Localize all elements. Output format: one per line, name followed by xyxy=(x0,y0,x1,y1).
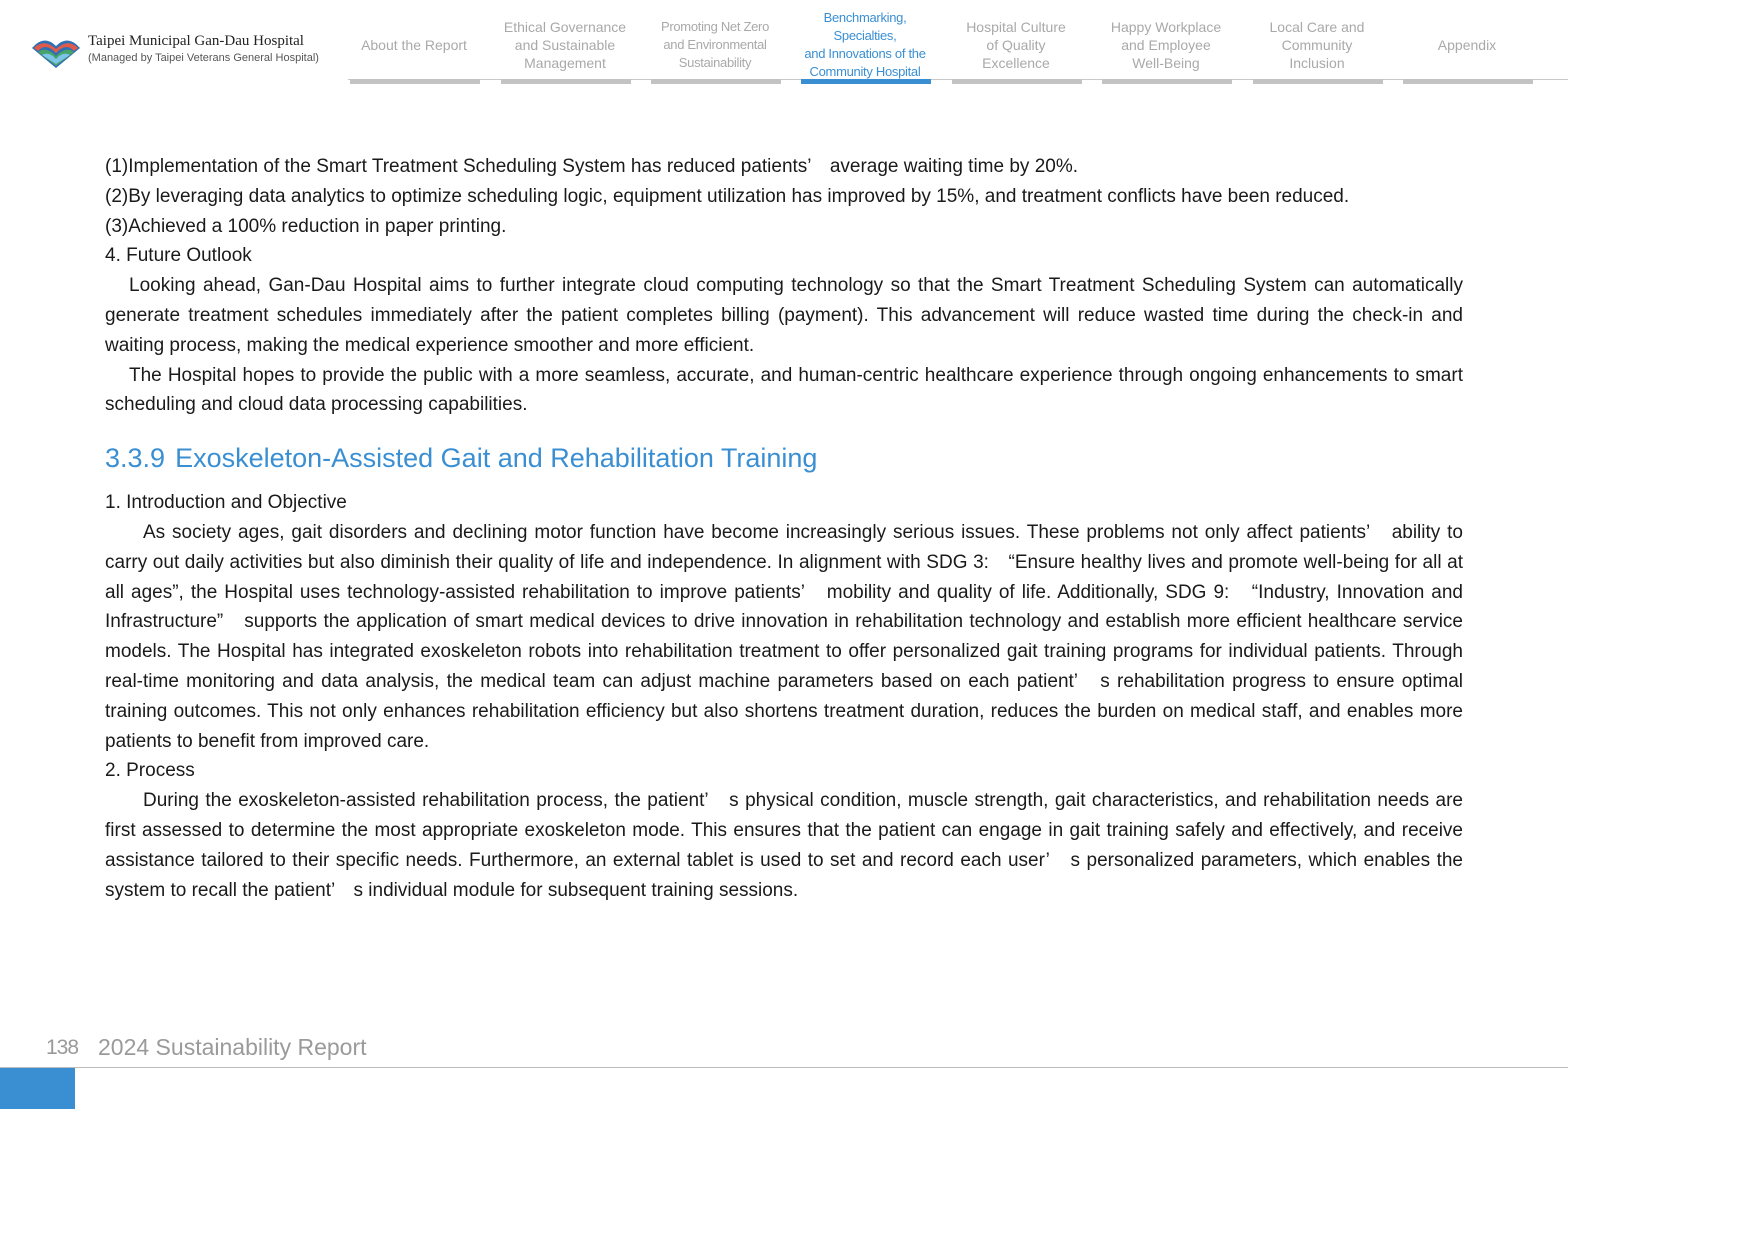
chapter-navigation xyxy=(348,10,1568,84)
process-heading: 2. Process xyxy=(105,760,195,782)
footer-accent-block xyxy=(0,1068,75,1109)
intro-heading: 1. Introduction and Objective xyxy=(105,492,347,514)
future-outlook-paragraph-2: The Hospital hopes to provide the public with a more seamless, accurate, and human-centric healthcare experience through ongoing enhancements to smart scheduling and cloud data processing capabilities. xyxy=(105,364,1463,416)
section-heading xyxy=(105,440,1463,476)
organization-title xyxy=(88,33,319,64)
result-item-3: (3)Achieved a 100% reduction in paper printing. xyxy=(105,215,507,237)
hospital-logo xyxy=(30,30,82,70)
tab-local-care[interactable]: Local Care and Community Inclusion xyxy=(1251,18,1383,84)
process-paragraph: During the exoskeleton-assisted rehabilitation process, the patient’ s physical condition, muscle strength, gait characteristics, and rehabilitation needs are first assessed to determine the most appropriate exoskeleton mode. This ensures that the patient can engage in gait training safely and effectively, and receive assistance tailored to their specific needs. Furthermore, an external tablet is used to set and record each user’ s personalized parameters, which enables the system to recall the patient’ s individual module for subsequent training sessions. xyxy=(105,790,1463,901)
organization-name: Taipei Municipal Gan-Dau Hospital xyxy=(88,33,304,49)
footer-divider xyxy=(0,1067,1568,1068)
tab-net-zero[interactable]: Promoting Net Zero and Environmental Sustainability xyxy=(649,18,781,84)
report-title: 2024 Sustainability Report xyxy=(98,1034,367,1060)
page-content xyxy=(105,152,1463,905)
tab-hospital-culture[interactable]: Hospital Culture of Quality Excellence xyxy=(950,18,1082,84)
future-outlook-paragraph-1: Looking ahead, Gan-Dau Hospital aims to further integrate cloud computing technology so that the Smart Treatment Scheduling System can automatically generate treatment schedules immediately after the patient completes billing (payment). This advancement will reduce wasted time during the check-in and waiting process, making the medical experience smoother and more efficient. xyxy=(105,275,1463,356)
tab-benchmarking-specialties[interactable]: Benchmarking, Specialties, and Innovations of the Community Hospital xyxy=(799,18,931,84)
tab-happy-workplace[interactable]: Happy Workplace and Employee Well-Being xyxy=(1100,18,1232,84)
result-item-1: (1)Implementation of the Smart Treatment Scheduling System has reduced patients’ average waiting time by 20%. xyxy=(105,156,1079,177)
tab-appendix[interactable]: Appendix xyxy=(1401,18,1533,84)
organization-subtitle: (Managed by Taipei Veterans General Hospital) xyxy=(88,52,319,64)
result-item-2: (2)By leveraging data analytics to optimize scheduling logic, equipment utilization has improved by 15%, and treatment conflicts have been reduced. xyxy=(105,185,1350,207)
tab-ethical-governance[interactable]: Ethical Governance and Sustainable Management xyxy=(499,18,631,84)
section-number: 3.3.9 xyxy=(105,443,166,474)
section-title: Exoskeleton-Assisted Gait and Rehabilitation Training xyxy=(175,443,818,474)
tab-about-the-report[interactable]: About the Report xyxy=(348,18,480,84)
page-number: 138 xyxy=(46,1036,79,1059)
future-outlook-heading: 4. Future Outlook xyxy=(105,245,252,267)
intro-paragraph: As society ages, gait disorders and declining motor function have become increasingly serious issues. These problems not only affect patients’ ability to carry out daily activities but also diminish their quality of life and independence. In alignment with SDG 3: “Ensure healthy lives and promote well-being for all at all ages”, the Hospital uses technology-assisted rehabilitation to improve patients’ mobility and quality of life. Additionally, SDG 9: “Industry, Innovation and Infrastructure” supports the application of smart medical devices to drive innovation in rehabilitation technology and establish more efficient healthcare service models. The Hospital has integrated exoskeleton robots into rehabilitation treatment to offer personalized gait training programs for individual patients. Through real-time monitoring and data analysis, the medical team can adjust machine parameters based on each patient’ s rehabilitation progress to ensure optimal training outcomes. This not only enhances rehabilitation efficiency but also shortens treatment duration, reduces the burden on medical staff, and enables more patients to benefit from improved care. xyxy=(105,521,1463,752)
